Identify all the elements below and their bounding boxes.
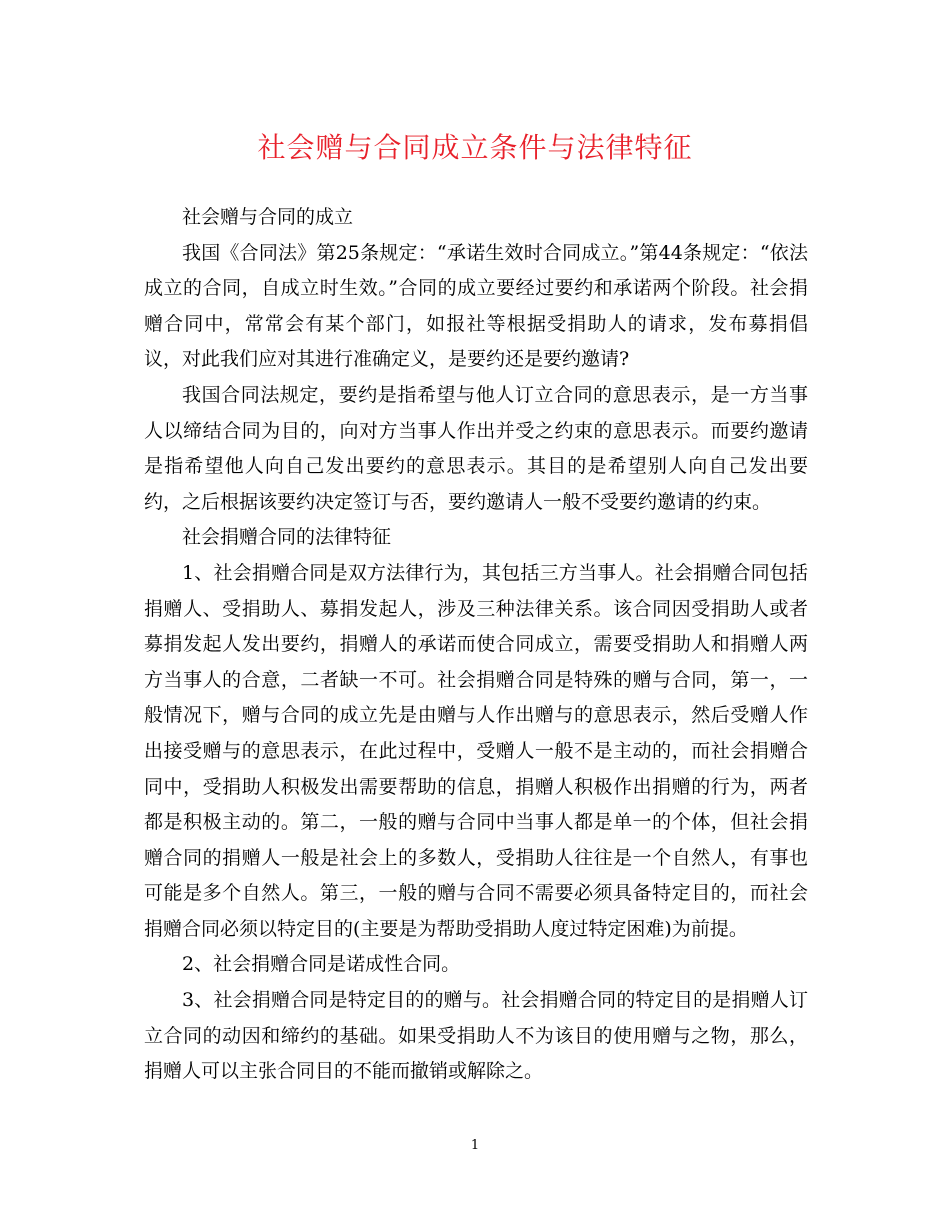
document-title: 社会赠与合同成立条件与法律特征 bbox=[257, 131, 693, 164]
paragraph-feature-2: 2、社会捐赠合同是诺成性合同。 bbox=[182, 953, 461, 976]
paragraph-contract-law-articles: 我国《合同法》第25条规定：“承诺生效时合同成立。”第44条规定：“依法成立的合同，自成立时生效。”合同的成立要经过要约和承诺两个阶段。社会捐赠合同中，常常会有某个部门，如报社等根据受捐助人的请求，发布募捐倡议，对此我们应对其进行准确定义，是要约还是要约邀请? bbox=[144, 241, 808, 371]
section-heading-formation: 社会赠与合同的成立 bbox=[182, 206, 354, 228]
paragraph-feature-3: 3、社会捐赠合同是特定目的的赠与。社会捐赠合同的特定目的是捐赠人订立合同的动因和缔约的基础。如果受捐助人不为该目的使用赠与之物，那么，捐赠人可以主张合同目的不能而撤销或解除之。 bbox=[144, 989, 808, 1083]
page-number: 1 bbox=[470, 1138, 480, 1153]
section-heading-legal-features: 社会捐赠合同的法律特征 bbox=[182, 526, 392, 549]
paragraph-offer-definition: 我国合同法规定，要约是指希望与他人订立合同的意思表示，是一方当事人以缔结合同为目的，向对方当事人作出并受之约束的意思表示。而要约邀请是指希望他人向自己发出要约的意思表示。其目的是希望别人向自己发出要约，之后根据该要约决定签订与否，要约邀请人一般不受要约邀请的约束。 bbox=[144, 383, 808, 513]
document-body bbox=[144, 200, 808, 1090]
paragraph-feature-1: 1、社会捐赠合同是双方法律行为，其包括三方当事人。社会捐赠合同包括捐赠人、受捐助人、募捐发起人，涉及三种法律关系。该合同因受捐助人或者募捐发起人发出要约，捐赠人的承诺而使合同成立，需要受捐助人和捐赠人两方当事人的合意，二者缺一不可。社会捐赠合同是特殊的赠与合同，第一，一般情况下，赠与合同的成立先是由赠与人作出赠与的意思表示，然后受赠人作出接受赠与的意思表示，在此过程中，受赠人一般不是主动的，而社会捐赠合同中，受捐助人积极发出需要帮助的信息，捐赠人积极作出捐赠的行为，两者都是积极主动的。第二，一般的赠与合同中当事人都是单一的个体，但社会捐赠合同的捐赠人一般是社会上的多数人，受捐助人往往是一个自然人，有事也可能是多个自然人。第三，一般的赠与合同不需要必须具备特定目的，而社会捐赠合同必须以特定目的(主要是为帮助受捐助人度过特定困难)为前提。 bbox=[144, 561, 808, 940]
